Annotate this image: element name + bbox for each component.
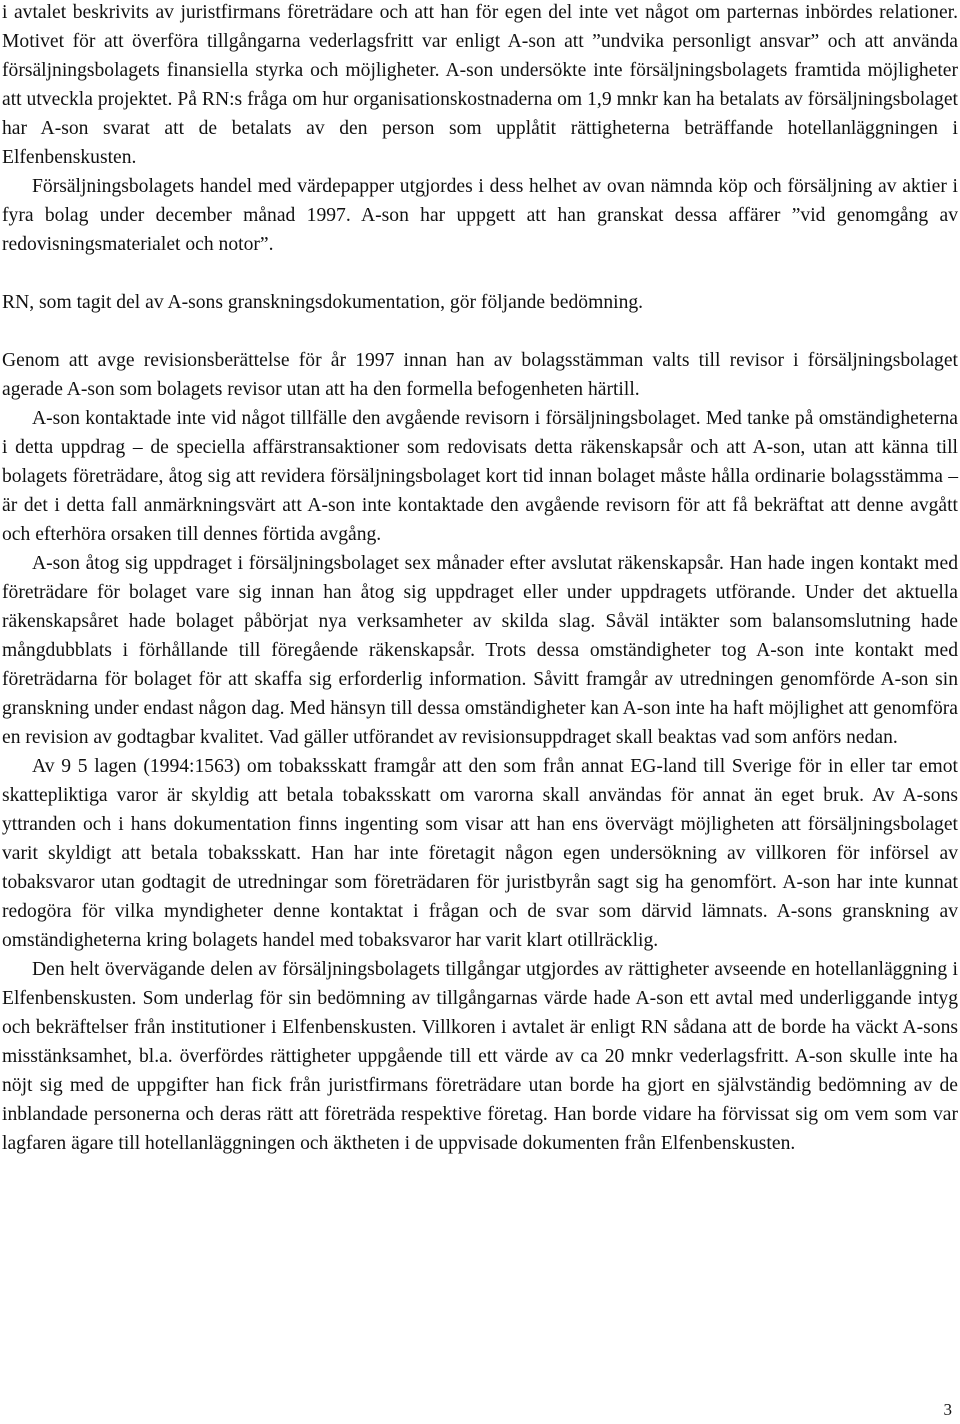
paragraph-rn-assessment-intro: RN, som tagit del av A-sons granskningsdokumentation, gör följande bedömning. xyxy=(2,292,644,313)
page-number: 3 xyxy=(943,1400,952,1419)
paragraph-hotel-assets: Den helt övervägande delen av försäljningsbolagets tillgångar utgjordes av rättigheter avseende en hotellanläggning i Elfenbenskusten. Som underlag för sin bedömning av tillgångarnas värde hade A-son ett avtal med underliggande intyg och bekräftelser från institutioner i Elfenbenskusten. Villkoren i avtalet är enligt RN sådana att de borde ha väckt A-sons misstänksamhet, bl.a. överfördes rättigheter uppgående till ett värde av ca 20 mnkr vederlagsfritt. A-son skulle inte ha nöjt sig med de uppgifter han fick från juristfirmans företrädare utan borde ha gjort en självständig bedömning av de inblandade personerna och deras rätt att företräda respektive företag. Han borde vidare ha förvissat sig om vem som var lagfaren ägare till hotellanläggningen och äktheten i de uppvisade dokumenten från Elfenbenskusten. xyxy=(2,959,958,1154)
paragraph-tobacco-tax: Av 9 5 lagen (1994:1563) om tobaksskatt framgår att den som från annat EG-land till Sverige för in eller tar emot skattepliktiga varor är skyldig att betala tobaksskatt om varorna skall användas för annat än eget bruk. Av A-sons yttranden och i hans dokumentation finns ingenting som visar att han ens övervägt möjligheten att försäljningsbolaget varit skyldigt att betala tobaksskatt. Han har inte företagit någon egen undersökning av villkoren för införsel av tobaksvaror utan godtagit de utredningar som företrädaren för juristbyrån sagt sig ha genomfört. A-son har inte kunnat redogöra för vilka myndigheter denne kontaktat i frågan och de svar som därvid lämnats. A-sons granskning av omständigheterna kring bolagets handel med tobaksvaror har varit klart otillräcklig. xyxy=(2,756,958,951)
paragraph-continuation: i avtalet beskrivits av juristfirmans företrädare och att han för egen del inte vet något om parternas inbördes relationer. Motivet för att överföra tillgångarna vederlagsfritt var enligt A-son att ”undvika personligt ansvar” och att använda försäljningsbolagets finansiella styrka och möjligheter. A-son undersökte inte försäljningsbolagets framtida möjligheter att utveckla projektet. På RN:s fråga om hur organisationskostnaderna om 1,9 mnkr kan ha betalats av försäljningsbolaget har A-son svarat att de betalats av den person som upplåtit rättigheterna beträffande hotellanläggningen i Elfenbenskusten. xyxy=(2,2,958,168)
paragraph-previous-auditor: A-son kontaktade inte vid något tillfälle den avgående revisorn i försäljningsbolaget. Med tanke på omständigheterna i detta uppdrag – de speciella affärstransaktioner som redovisats detta räkenskapsår och att A-son, utan att känna till bolagets företrädare, åtog sig att revidera försäljningsbolaget kort tid innan bolaget måste hålla ordinarie bolagsstämma – är det i detta fall anmärkningsvärt att A-son inte kontaktade den avgående revisorn för att få bekräftat att denne avgått och efterhöra orsaken till dennes förtida avgång. xyxy=(2,408,958,545)
paragraph-securities-trading: Försäljningsbolagets handel med värdepapper utgjordes i dess helhet av ovan nämnda köp och försäljning av aktier i fyra bolag under december månad 1997. A-son har uppgett att han granskat dessa affärer ”vid genomgång av redovisningsmaterialet och notor”. xyxy=(2,176,958,255)
paragraph-assignment: A-son åtog sig uppdraget i försäljningsbolaget sex månader efter avslutat räkenskapsår. Han hade ingen kontakt med företrädare för bolaget vare sig innan han åtog sig uppdraget eller under uppdragets utförande. Under det aktuella räkenskapsåret hade bolaget påbörjat nya verksamheter av skilda slag. Såväl intäkter som balansomslutning hade mångdubblats i förhållande till föregående räkenskapsår. Trots dessa omständigheter tog A-son inte kontakt med företrädarna för bolaget för att skaffa sig erforderlig information. Såvitt framgår av utredningen genomförde A-son sin granskning under endast någon dag. Med hänsyn till dessa omständigheter kan A-son inte ha haft möjlighet att genomföra en revision av godtagbar kvalitet. Vad gäller utförandet av revisionsuppdraget skall beaktas vad som anförs nedan. xyxy=(2,553,958,748)
body-text xyxy=(2,0,958,1158)
paragraph-audit-report: Genom att avge revisionsberättelse för år 1997 innan han av bolagsstämman valts till revisor i försäljningsbolaget agerade A-son som bolagets revisor utan att ha den formella befogenheten härtill. xyxy=(2,350,958,400)
